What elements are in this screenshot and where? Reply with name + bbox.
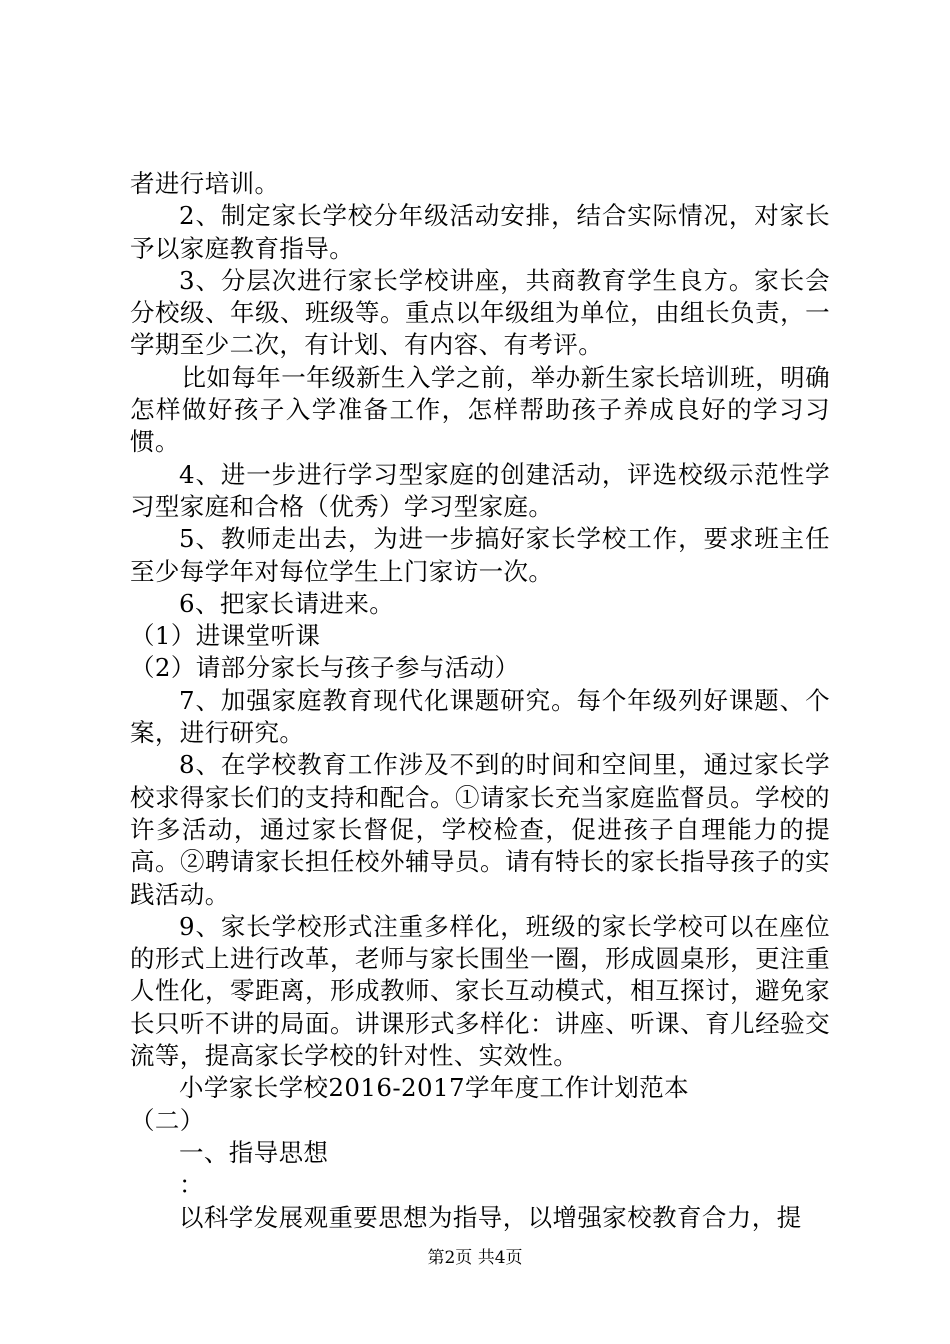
paragraph-item-6: 6、把家长请进来。 xyxy=(179,588,395,618)
paragraph-continuation: 者进行培训。 xyxy=(130,169,280,198)
paragraph-item-3: 3、分层次进行家长学校讲座，共商教育学生良方。家长会分校级、年级、班级等。重点以年级组为单位，由组长负责，一学期至少二次，有计划、有内容、有考评。 xyxy=(130,265,830,360)
section-heading: 一、指导思想 xyxy=(179,1137,329,1167)
paragraph-subitem-1: （1）进课堂听课 xyxy=(130,621,321,651)
paragraph-item-2: 2、制定家长学校分年级活动安排，结合实际情况，对家长予以家庭教育指导。 xyxy=(130,201,830,263)
paragraph-item-5: 5、教师走出去，为进一步搞好家长学校工作，要求班主任至少每学年对每位学生上门家访一次。 xyxy=(130,524,830,586)
section-title: 小学家长学校2016-2017学年度工作计划范本 xyxy=(179,1073,690,1103)
paragraph-item-4: 4、进一步进行学习型家庭的创建活动，评选校级示范性学习型家庭和合格（优秀）学习型家庭。 xyxy=(130,459,830,521)
section-colon: ： xyxy=(179,1170,204,1200)
paragraph-item-8: 8、在学校教育工作涉及不到的时间和空间里，通过家长学校求得家长们的支持和配合。①请家长充当家庭监督员。学校的许多活动，通过家长督促，学校检查，促进孩子自理能力的提高。②聘请家长担任校外辅导员。请有特长的家长指导孩子的实践活动。 xyxy=(130,750,830,909)
paragraph-guiding: 以科学发展观重要思想为指导，以增强家校教育合力，提 xyxy=(179,1202,802,1232)
section-number: （二） xyxy=(130,1105,205,1135)
paragraph-item-9: 9、家长学校形式注重多样化，班级的家长学校可以在座位的形式上进行改革，老师与家长围坐一圈，形成圆桌形，更注重人性化，零距离，形成教师、家长互动模式，相互探讨，避免家长只听不讲的局面。讲课形式多样化：讲座、听课、育儿经验交流等，提高家长学校的针对性、实效性。 xyxy=(130,911,830,1071)
paragraph-subitem-2: （2）请部分家长与孩子参与活动） xyxy=(130,653,520,683)
paragraph-item-7: 7、加强家庭教育现代化课题研究。每个年级列好课题、个案，进行研究。 xyxy=(130,685,830,748)
page-footer: 第2页 共4页 xyxy=(427,1248,523,1268)
document-body xyxy=(130,168,830,1234)
paragraph-example: 比如每年一年级新生入学之前，举办新生家长培训班，明确怎样做好孩子入学准备工作，怎样帮助孩子养成良好的学习习惯。 xyxy=(130,362,830,457)
